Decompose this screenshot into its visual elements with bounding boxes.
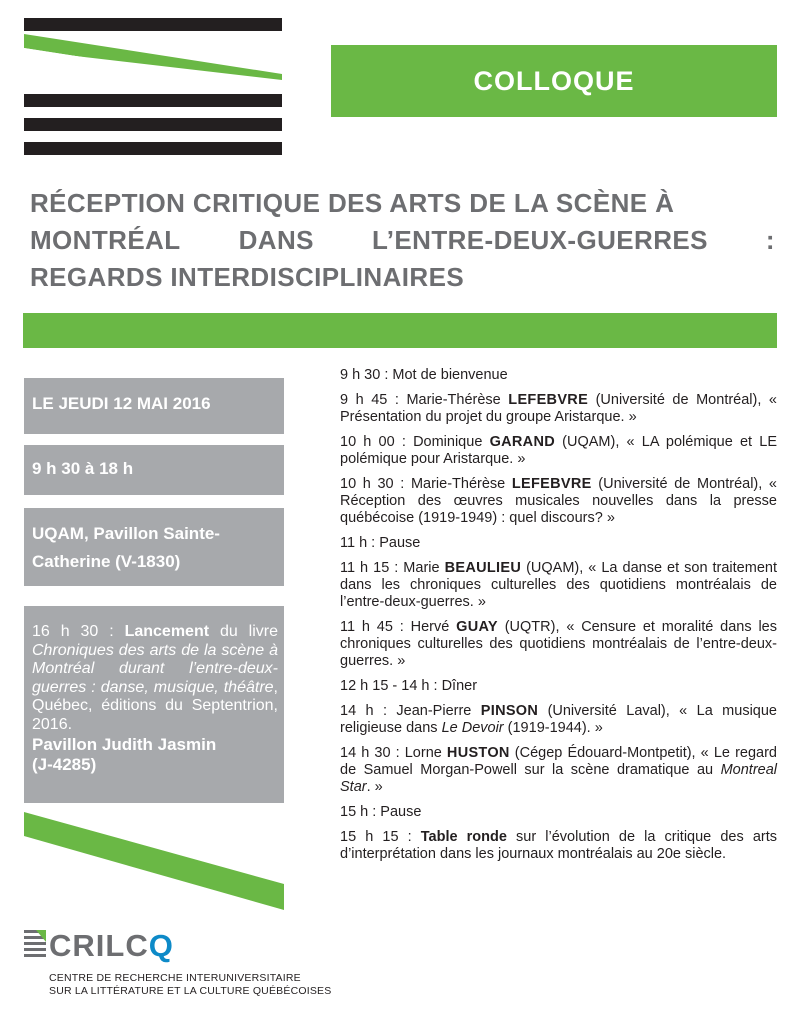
program-item [340,476,777,527]
title-word: DANS [238,225,314,255]
speaker-name: GUAY [456,619,498,635]
logo-name: CRILC [49,928,149,963]
crilcq-full-name [49,972,331,998]
program-item [340,367,777,384]
stripe [24,94,282,107]
program-time: 14 h : Jean-Pierre [340,703,481,719]
program-time: 9 h 45 : Marie-Thérèse [340,392,509,408]
launch-venue-line-1: Pavillon Judith Jasmin [32,734,217,754]
speaker-name: PINSON [480,703,539,719]
title-line-2 [30,222,775,259]
talk-title: sur l’évolution de la critique des arts d’interprétation dans les journaux montréalais au 20e siècle. [340,829,777,862]
program-item [340,392,777,426]
program-time: 15 h 15 : [340,829,421,845]
book-title: Chroniques des arts de la scène à Montréal durant l’entre-deux-guerres : danse, musique, théâtre [32,641,278,696]
stripe [24,18,282,31]
program-time: 14 h 30 : Lorne [340,745,447,761]
program-time: 10 h 00 : Dominique [340,434,490,450]
program-item [340,745,777,796]
crilcq-logo-mark-icon [24,930,46,962]
logo-subtitle-line-2: SUR LA LITTÉRATURE ET LA CULTURE QUÉBÉCOISES [49,985,332,997]
program-item [340,560,777,611]
stripe [24,142,282,155]
program-time: 10 h 30 : Marie-Thérèse [340,476,512,492]
colloque-label: COLLOQUE [473,65,635,96]
program-item [340,678,777,695]
title-word: : [765,225,775,255]
green-diagonal-graphic [24,812,284,910]
launch-venue-line-2: (J-4285) [32,754,97,774]
newspaper-title: Le Devoir [441,720,504,736]
colloque-banner [331,45,777,117]
location-box [24,508,284,586]
speaker-name: BEAULIEU [444,560,522,576]
logo-name-q: Q [148,928,174,963]
talk-title: (Université de Montréal), « Présentation du projet du groupe Aristarque. » [340,392,777,425]
program-time: 11 h 15 : Marie [340,560,445,576]
program-list [340,367,777,871]
program-item [340,619,777,670]
newspaper-title: Montreal Star [340,762,777,795]
logo-subtitle-line-1: CENTRE DE RECHERCHE INTERUNIVERSITAIRE [49,972,301,984]
launch-text: du livre [209,623,278,640]
talk-title: (Université de Montréal), « Réception des œuvres musicales nouvelles dans la presse québécoise (1919-1949) : quel discours? » [340,476,777,526]
talk-title: (UQAM), « La danse et son traitement dans les chroniques culturelles des quotidiens montréalais de l’entre-deux-guerres. » [340,560,777,610]
talk-title: (Université Laval), « La musique religieuse dans [340,703,777,736]
speaker-name: GARAND [489,434,555,450]
launch-label: Lancement [124,623,210,640]
roundtable-label: Table ronde [420,829,507,845]
title-line-1: RÉCEPTION CRITIQUE DES ARTS DE LA SCÈNE À [30,188,675,218]
program-text: 15 h : Pause [340,804,422,820]
event-time: 9 h 30 à 18 h [32,459,134,478]
event-date: LE JEUDI 12 MAI 2016 [32,394,211,413]
talk-title-end: . » [366,779,383,795]
crilcq-logo-wordmark [49,926,174,966]
talk-title: (UQTR), « Censure et moralité dans les chroniques culturelles des quotidiens montréalais de l’entre-deux-guerres. » [340,619,777,669]
talk-title: (Cégep Édouard-Montpetit), « Le regard de Samuel Morgan-Powell sur la scène dramatique au [340,745,777,778]
stripe [24,118,282,131]
program-item [340,829,777,863]
speaker-name: HUSTON [446,745,510,761]
time-box [24,445,284,495]
title-word: L’ENTRE-DEUX-GUERRES [371,225,708,255]
program-text: 11 h : Pause [340,535,421,551]
location-line-1: UQAM, Pavillon Sainte- [32,524,220,543]
book-details: , Québec, éditions du Septentrion, 2016. [32,678,278,733]
program-text: 9 h 30 : Mot de bienvenue [340,367,508,383]
talk-title-end: (1919-1944). » [503,720,603,736]
program-text: 12 h 15 - 14 h : Dîner [340,678,478,694]
location-line-2: Catherine (V-1830) [32,552,181,571]
program-item [340,535,777,552]
speaker-name: LEFEBVRE [508,392,589,408]
talk-title: (UQAM), « LA polémique et LE polémique pour Aristarque. » [340,434,777,467]
book-launch-box [24,606,284,803]
date-box [24,378,284,434]
green-divider-bar [23,313,777,348]
program-item [340,703,777,737]
title-line-3: REGARDS INTERDISCIPLINAIRES [30,262,465,292]
launch-time: 16 h 30 : [32,623,125,640]
program-time: 11 h 45 : Hervé [340,619,457,635]
title-word: MONTRÉAL [30,225,181,255]
page-title [30,185,775,296]
program-item [340,434,777,468]
speaker-name: LEFEBVRE [511,476,592,492]
program-item [340,804,777,821]
dark-diagonal-band [24,50,282,90]
